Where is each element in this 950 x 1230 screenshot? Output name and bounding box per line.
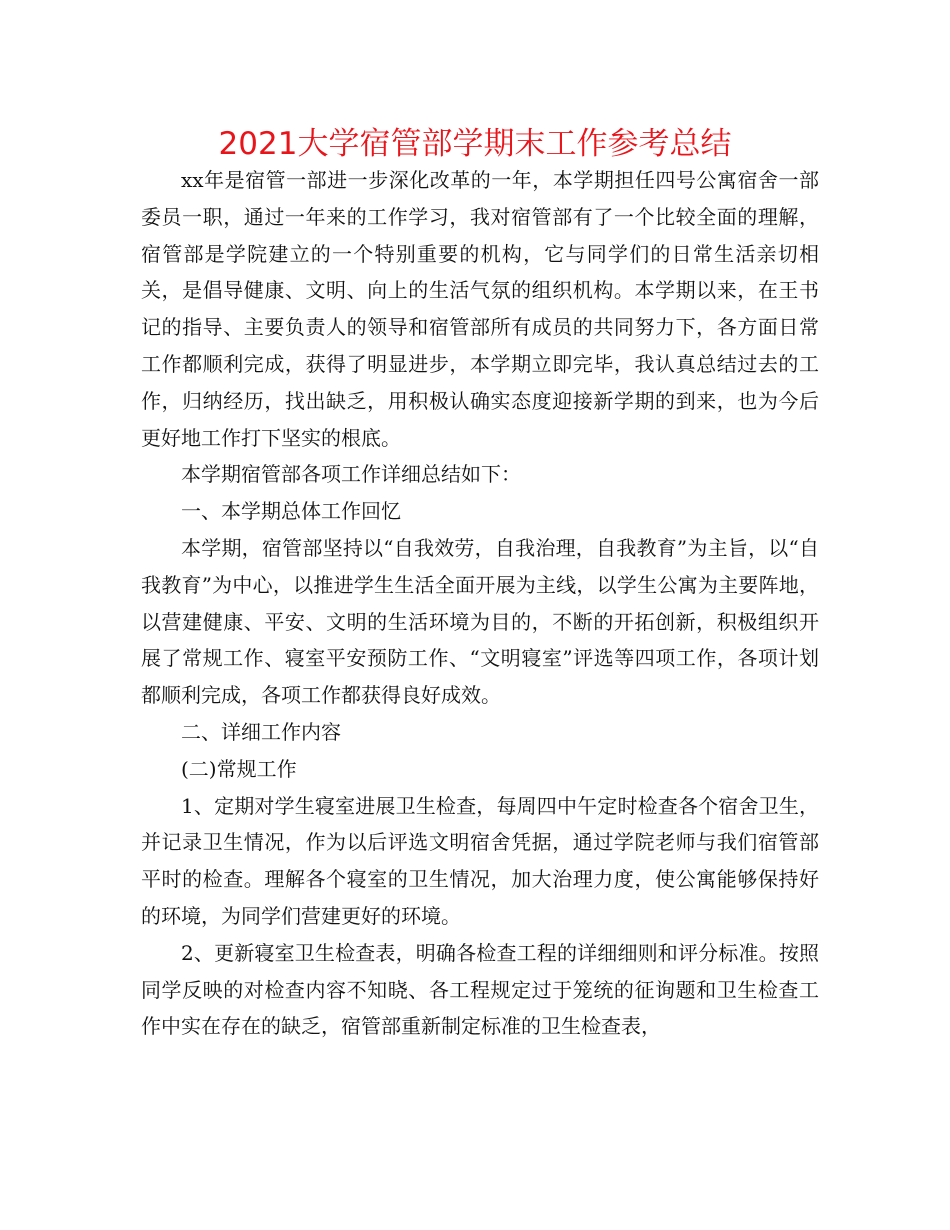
- document-title: 2021大学宿管部学期末工作参考总结: [218, 126, 732, 162]
- subsection-heading: (二)常规工作: [181, 756, 297, 781]
- section-heading-2: 二、详细工作内容: [181, 719, 341, 744]
- paragraph-summary-lead: 本学期宿管部各项工作详细总结如下：: [181, 462, 521, 487]
- paragraph-intro: xx年是宿管一部进一步深化改革的一年，本学期担任四号公寓宿舍一部委员一职，通过一年来的工作学习，我对宿管部有了一个比较全面的理解，宿管部是学院建立的一个特别重要的机构，它与同学们的日常生活亲切相关，是倡导健康、文明、向上的生活气氛的组织机构。本学期以来，在王书记的指导、主要负责人的领导和宿管部所有成员的共同努力下，各方面日常工作都顺利完成，获得了明显进步，本学期立即完毕，我认真总结过去的工作，归纳经历，找出缺乏，用积极认确实态度迎接新学期的到来，也为今后更好地工作打下坚实的根底。: [141, 168, 819, 450]
- document-body: [141, 162, 819, 1045]
- section-heading-1: 一、本学期总体工作回忆: [181, 499, 401, 524]
- paragraph-item-1: 1、定期对学生寝室进展卫生检查，每周四中午定时检查各个宿舍卫生，并记录卫生情况，作为以后评选文明宿舍凭据，通过学院老师与我们宿管部平时的检查。理解各个寝室的卫生情况，加大治理力度，使公寓能够保持好的环境，为同学们营建更好的环境。: [141, 793, 819, 928]
- paragraph-item-2: 2、更新寝室卫生检查表，明确各检查工程的详细细则和评分标准。按照同学反映的对检查内容不知晓、各工程规定过于笼统的征询题和卫生检查工作中实在存在的缺乏，宿管部重新制定标准的卫生检查表，: [141, 940, 819, 1039]
- paragraph-overview: 本学期，宿管部坚持以“自我效劳，自我治理，自我教育”为主旨，以“自我教育”为中心，以推进学生生活全面开展为主线，以学生公寓为主要阵地，以营建健康、平安、文明的生活环境为目的，不断的开拓创新，积极组织开展了常规工作、寝室平安预防工作、“文明寝室”评选等四项工作，各项计划都顺利完成，各项工作都获得良好成效。: [141, 535, 819, 708]
